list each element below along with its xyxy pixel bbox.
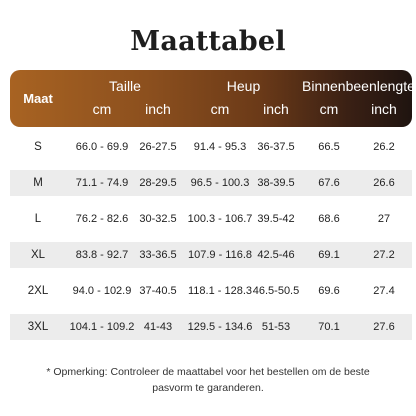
row-size: L [34, 213, 42, 225]
cell-hip-cm: 100.3 - 106.7 [187, 213, 253, 225]
cell-hip-cm: 118.1 - 128.3 [187, 285, 252, 297]
cell-waist-inch: 41-43 [143, 321, 173, 333]
page-title: Maattabel [130, 26, 286, 57]
cell-inseam-cm: 69.6 [318, 285, 340, 297]
cell-inseam-cm: 68.6 [318, 213, 340, 225]
header-group-inseam: Binnenbeenlengte [302, 78, 415, 94]
cell-inseam-inch: 27.4 [373, 285, 395, 297]
row-size: 2XL [27, 285, 49, 297]
header-unit-waist-cm: cm [92, 101, 112, 117]
cell-hip-inch: 51-53 [261, 321, 291, 333]
cell-inseam-cm: 69.1 [318, 249, 340, 261]
header-group-waist: Taille [109, 78, 141, 94]
table-row [10, 278, 412, 304]
cell-hip-inch: 46.5-50.5 [252, 285, 300, 297]
footnote-line-2: pasvorm te garanderen. [152, 382, 264, 394]
header-group-hip: Heup [226, 78, 261, 94]
size-table [10, 70, 415, 340]
cell-waist-cm: 94.0 - 102.9 [72, 285, 132, 297]
cell-hip-cm: 96.5 - 100.3 [190, 177, 250, 189]
cell-waist-cm: 76.2 - 82.6 [75, 213, 129, 225]
row-size: S [34, 141, 42, 153]
row-size: XL [30, 249, 46, 261]
cell-waist-cm: 66.0 - 69.9 [75, 141, 129, 153]
header-unit-inseam-inch: inch [371, 101, 397, 117]
cell-waist-cm: 71.1 - 74.9 [75, 177, 129, 189]
cell-waist-inch: 33-36.5 [139, 249, 177, 261]
cell-hip-inch: 36-37.5 [257, 141, 295, 153]
cell-inseam-inch: 27.6 [373, 321, 395, 333]
cell-inseam-inch: 26.2 [373, 141, 395, 153]
table-header [10, 70, 415, 127]
cell-inseam-cm: 66.5 [318, 141, 340, 153]
row-size: 3XL [27, 321, 49, 333]
cell-hip-cm: 107.9 - 116.8 [187, 249, 252, 261]
row-size: M [33, 177, 43, 189]
cell-inseam-inch: 27 [377, 213, 391, 225]
cell-inseam-cm: 70.1 [318, 321, 340, 333]
cell-inseam-inch: 26.6 [373, 177, 395, 189]
cell-waist-inch: 37-40.5 [139, 285, 177, 297]
table-row [10, 170, 412, 196]
cell-inseam-inch: 27.2 [373, 249, 395, 261]
footnote-line-1: * Opmerking: Controleer de maattabel voor het bestellen om de beste [46, 366, 370, 378]
table-row [10, 134, 412, 160]
cell-hip-cm: 91.4 - 95.3 [193, 141, 247, 153]
cell-waist-cm: 104.1 - 109.2 [69, 321, 135, 333]
cell-hip-inch: 42.5-46 [257, 249, 295, 261]
cell-hip-cm: 129.5 - 134.6 [187, 321, 253, 333]
header-size: Maat [23, 91, 53, 106]
header-unit-inseam-cm: cm [319, 101, 339, 117]
cell-hip-inch: 38-39.5 [257, 177, 295, 189]
footnote [0, 364, 416, 396]
header-unit-waist-inch: inch [145, 101, 171, 117]
cell-waist-inch: 30-32.5 [139, 213, 177, 225]
cell-inseam-cm: 67.6 [318, 177, 340, 189]
table-row [10, 206, 412, 232]
header-unit-hip-inch: inch [263, 101, 289, 117]
table-row [10, 242, 412, 268]
header-unit-hip-cm: cm [210, 101, 230, 117]
cell-waist-cm: 83.8 - 92.7 [75, 249, 129, 261]
cell-waist-inch: 28-29.5 [139, 177, 177, 189]
cell-hip-inch: 39.5-42 [257, 213, 295, 225]
table-row [10, 314, 412, 340]
cell-waist-inch: 26-27.5 [139, 141, 177, 153]
